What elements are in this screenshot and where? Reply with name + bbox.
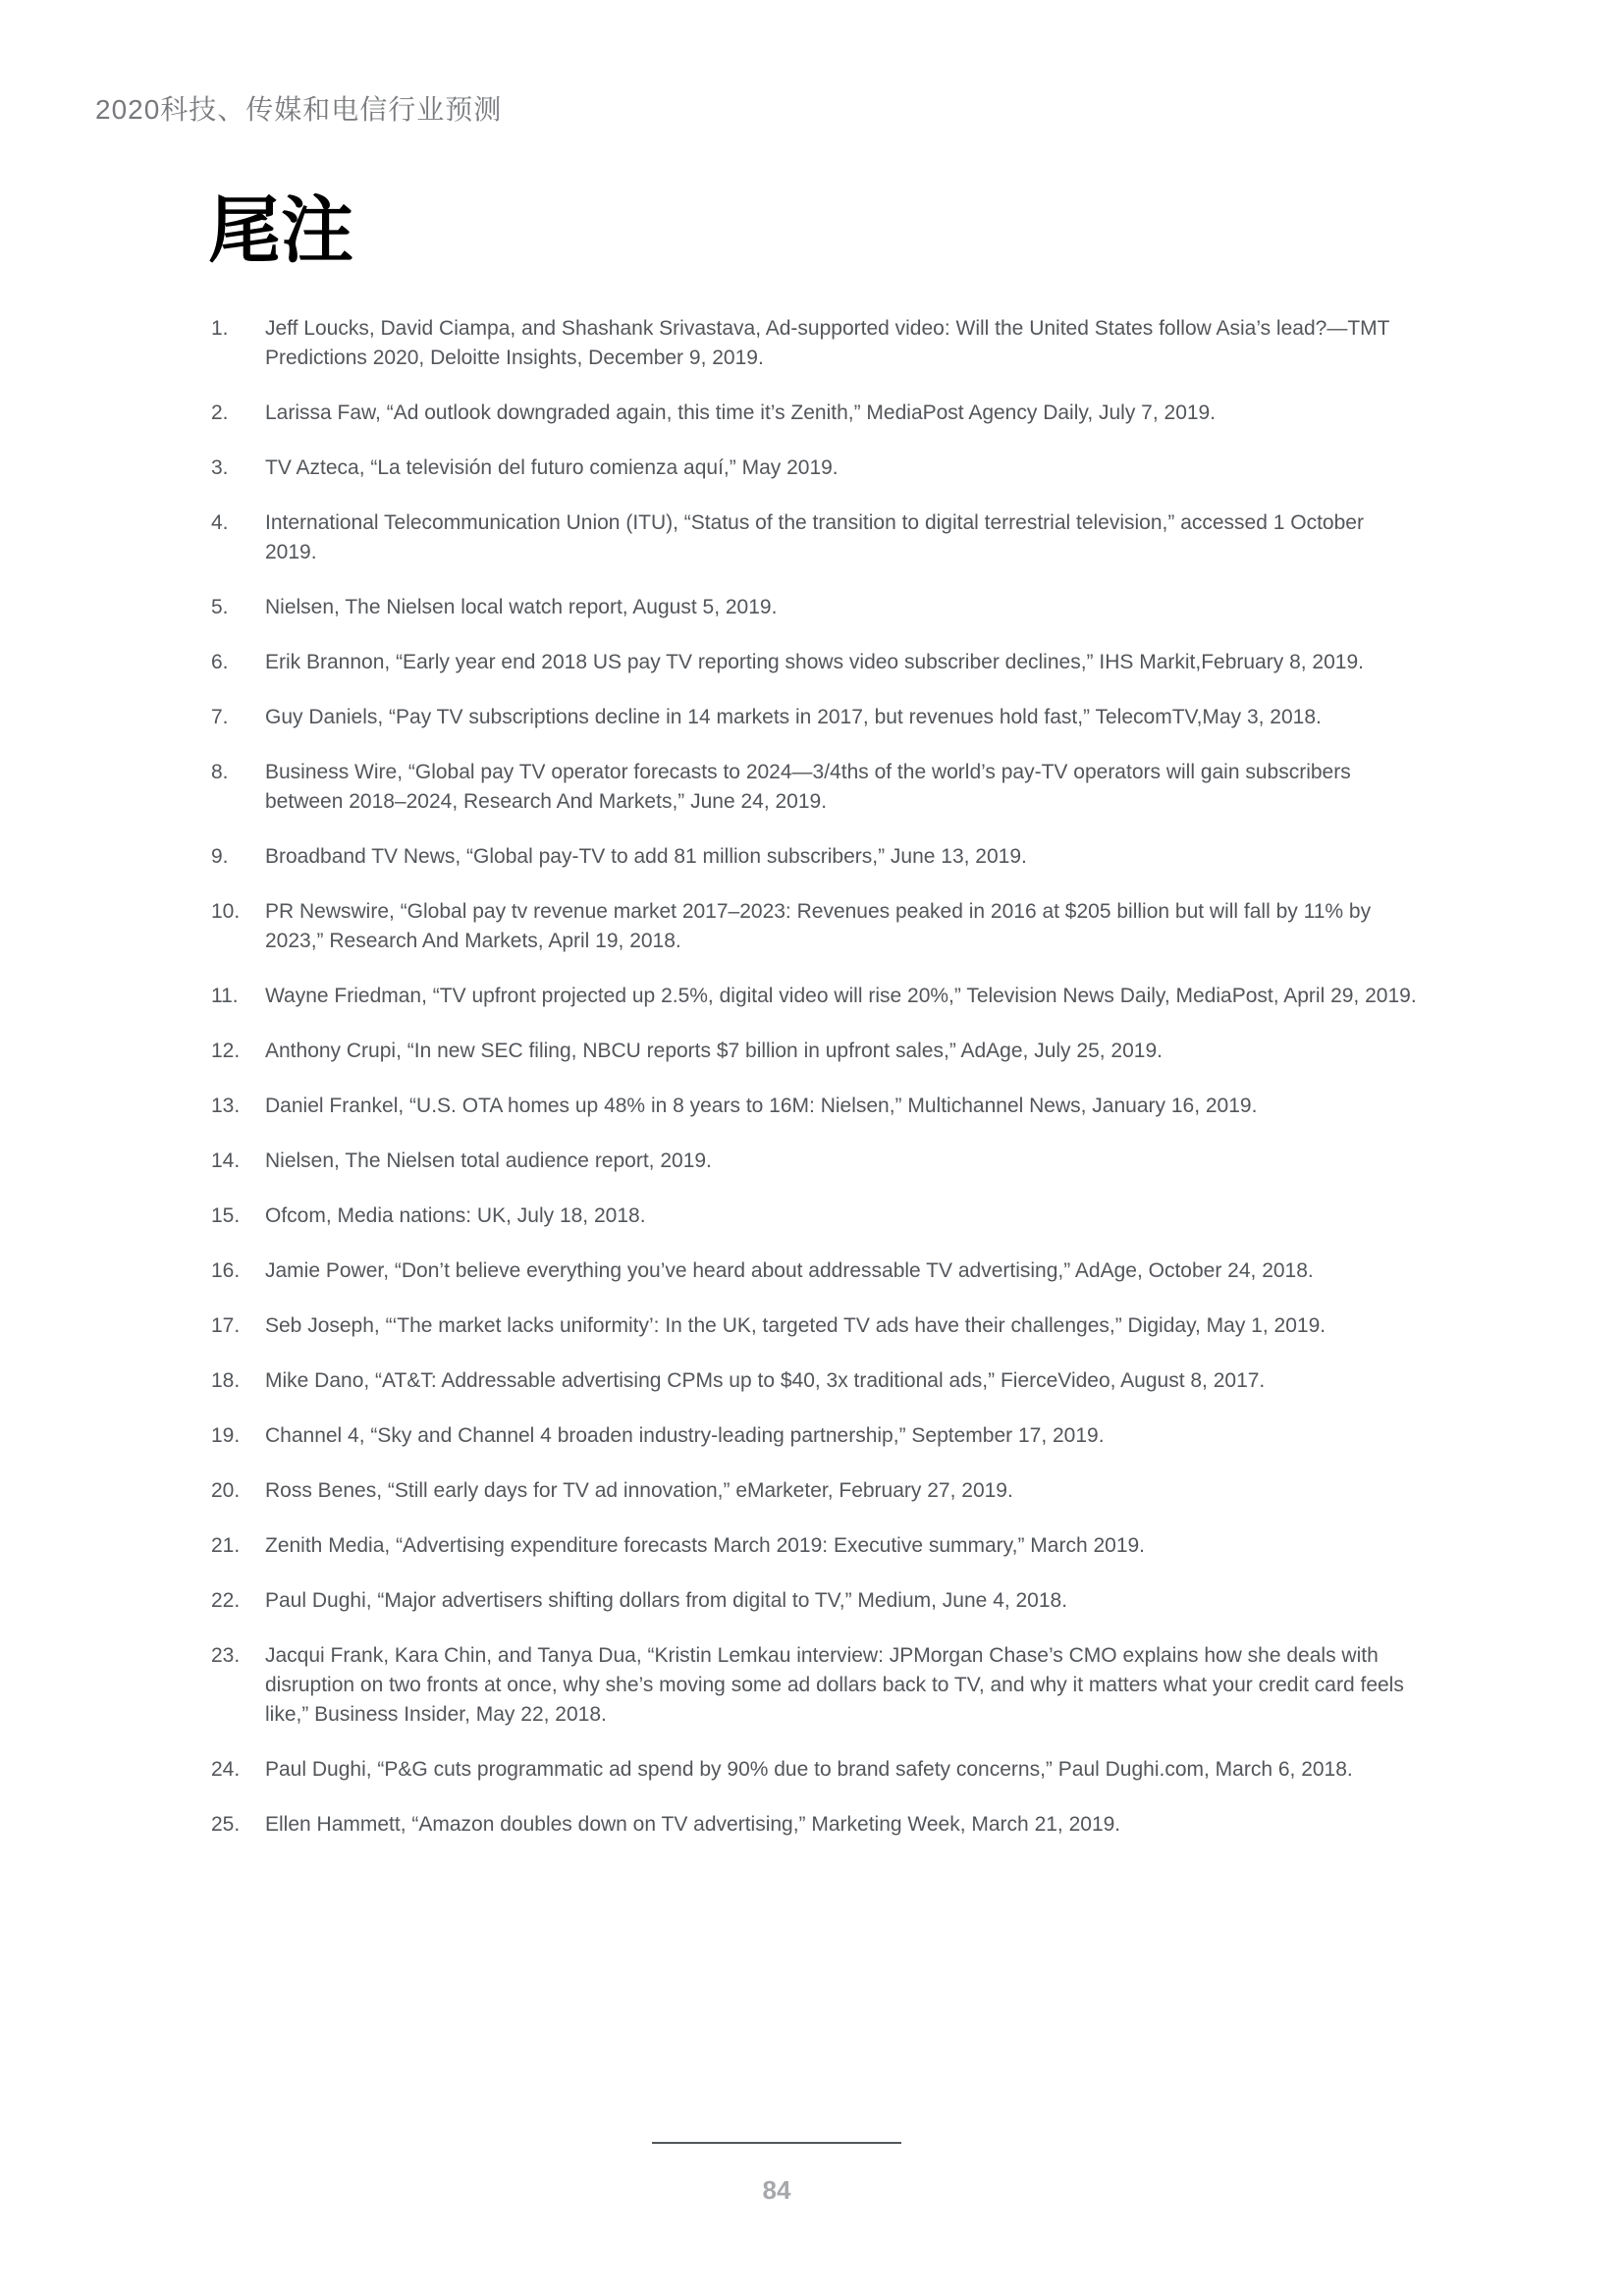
endnote-item bbox=[211, 593, 1424, 622]
endnote-item bbox=[211, 842, 1424, 872]
endnote-item bbox=[211, 897, 1424, 956]
endnote-item bbox=[211, 399, 1424, 428]
endnote-text: Paul Dughi, “P&G cuts programmatic ad spend by 90% due to brand safety concerns,” Paul Dughi.com, March 6, 2018. bbox=[265, 1758, 1353, 1781]
endnote-text: TV Azteca, “La televisión del futuro comienza aquí,” May 2019. bbox=[265, 456, 839, 479]
endnote-number: 1. bbox=[211, 317, 229, 340]
endnote-text: Ellen Hammett, “Amazon doubles down on TV advertising,” Marketing Week, March 21, 2019. bbox=[265, 1813, 1121, 1836]
endnote-text: Jamie Power, “Don’t believe everything you’ve heard about addressable TV advertising,” AdAge, October 24, 2018. bbox=[265, 1259, 1314, 1282]
endnote-text: Anthony Crupi, “In new SEC filing, NBCU reports $7 billion in upfront sales,” AdAge, July 25, 2019. bbox=[265, 1040, 1163, 1062]
endnote-number: 9. bbox=[211, 845, 229, 868]
endnote-number: 23. bbox=[211, 1644, 241, 1667]
endnote-item bbox=[211, 1531, 1424, 1561]
endnote-number: 17. bbox=[211, 1314, 241, 1337]
endnote-number: 7. bbox=[211, 706, 229, 728]
endnote-text: Mike Dano, “AT&T: Addressable advertising CPMs up to $40, 3x traditional ads,” FierceVideo, August 8, 2017. bbox=[265, 1369, 1266, 1392]
endnote-item bbox=[211, 1586, 1424, 1616]
endnote-number: 15. bbox=[211, 1204, 241, 1227]
endnote-number: 11. bbox=[211, 985, 239, 1007]
endnote-text: Zenith Media, “Advertising expenditure forecasts March 2019: Executive summary,” March 2019. bbox=[265, 1534, 1146, 1557]
endnote-item bbox=[211, 703, 1424, 732]
endnote-item bbox=[211, 1037, 1424, 1066]
endnote-number: 14. bbox=[211, 1149, 241, 1172]
endnote-item bbox=[211, 648, 1424, 677]
endnote-number: 5. bbox=[211, 596, 229, 618]
endnote-text: Erik Brannon, “Early year end 2018 US pay TV reporting shows video subscriber declines,” IHS Markit,February 8, 2019. bbox=[265, 651, 1364, 673]
endnote-item bbox=[211, 1366, 1424, 1396]
endnote-text: Ofcom, Media nations: UK, July 18, 2018. bbox=[265, 1204, 646, 1227]
endnote-number: 18. bbox=[211, 1369, 241, 1392]
endnote-text: Business Wire, “Global pay TV operator forecasts to 2024—3/4ths of the world’s pay-TV operators will gain subscribers between 2018–2024, Research And Markets,” June 24, 2019. bbox=[265, 761, 1351, 813]
endnote-item bbox=[211, 1421, 1424, 1451]
endnote-text: Guy Daniels, “Pay TV subscriptions decline in 14 markets in 2017, but revenues hold fast,” TelecomTV,May 3, 2018. bbox=[265, 706, 1322, 728]
endnote-text: Seb Joseph, “‘The market lacks uniformity’: In the UK, targeted TV ads have their challenges,” Digiday, May 1, 2019. bbox=[265, 1314, 1326, 1337]
page-number: 84 bbox=[762, 2175, 791, 2205]
endnote-text: Wayne Friedman, “TV upfront projected up 2.5%, digital video will rise 20%,” Television News Daily, MediaPost, April 29, 2019. bbox=[265, 985, 1417, 1007]
endnote-number: 19. bbox=[211, 1424, 241, 1447]
endnote-item bbox=[211, 454, 1424, 483]
endnote-text: Jacqui Frank, Kara Chin, and Tanya Dua, “Kristin Lemkau interview: JPMorgan Chase’s CMO explains how she deals with disruption on two fronts at once, why she’s moving some ad dollars back to TV, and why it matters what your credit card feels like,” Business Insider, May 22, 2018. bbox=[265, 1644, 1404, 1726]
endnote-text: Paul Dughi, “Major advertisers shifting dollars from digital to TV,” Medium, June 4, 2018. bbox=[265, 1589, 1068, 1612]
endnote-text: Ross Benes, “Still early days for TV ad innovation,” eMarketer, February 27, 2019. bbox=[265, 1479, 1013, 1502]
endnote-text: Daniel Frankel, “U.S. OTA homes up 48% in 8 years to 16M: Nielsen,” Multichannel News, January 16, 2019. bbox=[265, 1095, 1258, 1117]
running-header: 2020科技、传媒和电信行业预测 bbox=[95, 94, 503, 125]
endnote-text: Jeff Loucks, David Ciampa, and Shashank Srivastava, Ad-supported video: Will the United States follow Asia’s lead?—TMT Predictions 2020, Deloitte Insights, December 9, 2019. bbox=[265, 317, 1390, 369]
endnote-number: 21. bbox=[211, 1534, 241, 1557]
endnote-number: 20. bbox=[211, 1479, 241, 1502]
endnote-number: 24. bbox=[211, 1758, 241, 1781]
endnote-item bbox=[211, 1201, 1424, 1231]
endnote-number: 4. bbox=[211, 511, 229, 534]
endnote-number: 2. bbox=[211, 401, 229, 424]
endnote-item bbox=[211, 508, 1424, 567]
endnote-item bbox=[211, 1256, 1424, 1286]
endnote-number: 25. bbox=[211, 1813, 241, 1836]
endnotes-list bbox=[211, 314, 1424, 1865]
endnote-number: 22. bbox=[211, 1589, 241, 1612]
endnote-item bbox=[211, 982, 1424, 1011]
endnote-number: 8. bbox=[211, 761, 229, 783]
endnote-number: 13. bbox=[211, 1095, 241, 1117]
endnote-number: 6. bbox=[211, 651, 229, 673]
endnote-number: 12. bbox=[211, 1040, 241, 1062]
endnote-item bbox=[211, 1755, 1424, 1785]
footer-rule bbox=[652, 2142, 901, 2144]
page-footer bbox=[652, 2142, 901, 2206]
endnote-number: 3. bbox=[211, 456, 229, 479]
endnote-item bbox=[211, 758, 1424, 817]
endnote-text: Broadband TV News, “Global pay-TV to add 81 million subscribers,” June 13, 2019. bbox=[265, 845, 1027, 868]
endnote-item bbox=[211, 1311, 1424, 1341]
endnote-text: PR Newswire, “Global pay tv revenue market 2017–2023: Revenues peaked in 2016 at $205 billion but will fall by 11% by 2023,” Research And Markets, April 19, 2018. bbox=[265, 900, 1372, 952]
endnote-number: 10. bbox=[211, 900, 241, 923]
page-title: 尾注 bbox=[208, 189, 353, 271]
endnote-text: Nielsen, The Nielsen total audience report, 2019. bbox=[265, 1149, 712, 1172]
endnote-item bbox=[211, 1476, 1424, 1506]
endnote-text: Larissa Faw, “Ad outlook downgraded again, this time it’s Zenith,” MediaPost Agency Daily, July 7, 2019. bbox=[265, 401, 1217, 424]
endnote-item bbox=[211, 1641, 1424, 1730]
endnote-number: 16. bbox=[211, 1259, 241, 1282]
endnote-text: International Telecommunication Union (ITU), “Status of the transition to digital terrestrial television,” accessed 1 October 2019. bbox=[265, 511, 1364, 563]
endnote-item bbox=[211, 1810, 1424, 1840]
endnote-text: Nielsen, The Nielsen local watch report, August 5, 2019. bbox=[265, 596, 778, 618]
endnote-item bbox=[211, 1092, 1424, 1121]
endnote-text: Channel 4, “Sky and Channel 4 broaden industry-leading partnership,” September 17, 2019. bbox=[265, 1424, 1105, 1447]
endnote-item bbox=[211, 1147, 1424, 1176]
endnote-item bbox=[211, 314, 1424, 373]
